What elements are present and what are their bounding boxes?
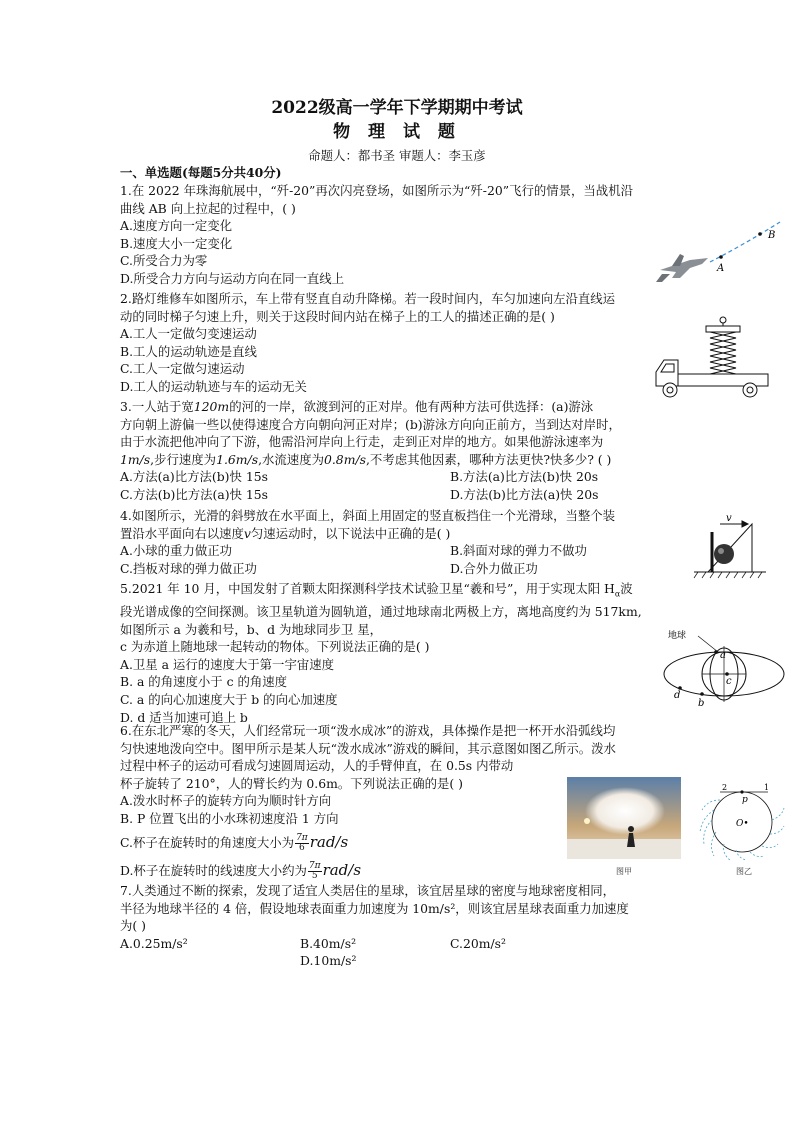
text-fragment: 置沿水平面向右以速度 <box>120 525 244 541</box>
question-text: 2.路灯维修车如图所示，车上带有竖直自动升降梯。若一段时间内，车匀加速向左沿直线运 <box>120 291 616 306</box>
exam-subtitle: 物 理 试 题 <box>333 122 461 142</box>
question-text: c 为赤道上随地球一起转动的物体。下列说法正确的是( ) <box>120 639 430 655</box>
question-text <box>120 525 615 543</box>
option-b: B.方法(a)比方法(b)快 20s <box>450 469 599 485</box>
text-fragment: ,水流速度为 <box>258 451 324 467</box>
option-a: A.0.25m/s² <box>120 935 188 951</box>
option-d: D.10m/s² <box>300 953 357 969</box>
exam-title: 2022级高一学年下学期期中考试 <box>271 98 523 118</box>
text-fragment: 3.一人站于宽 <box>120 399 194 414</box>
subscript-alpha: α <box>614 589 621 599</box>
satellite-orbit-figure <box>658 626 786 710</box>
jet-curve-figure <box>650 212 790 290</box>
option-a: A.速度方向一定变化 <box>120 218 233 234</box>
option-a: A.方法(a)比方法(b)快 15s <box>120 469 268 485</box>
splash-photo <box>567 777 681 859</box>
lift-truck-figure <box>654 314 770 402</box>
option-b: B. a 的角速度小于 c 的角速度 <box>120 674 288 690</box>
option-b: B.40m/s² <box>300 935 357 951</box>
question-text: 4.如图所示，光滑的斜劈放在水平面上，斜面上用固定的竖直板挡住一个光滑球，当整个装 <box>120 508 616 523</box>
option-b: B.工人的运动轨迹是直线 <box>120 343 257 359</box>
question-3 <box>120 398 621 503</box>
question-text: 曲线 AB 向上拉起的过程中，( ) <box>120 200 296 216</box>
math-velocity: v <box>243 525 251 541</box>
option-c: C.方法(b)比方法(a)快 15s <box>120 486 269 502</box>
question-5 <box>120 580 642 726</box>
fraction <box>295 834 309 853</box>
label-earth: 地球 <box>668 631 687 641</box>
label-c: c <box>726 676 732 687</box>
math-swim-speed: 1m/s <box>120 451 151 467</box>
section-title: 一、单选题(每题5分共40分) <box>120 165 282 180</box>
question-text: 方向朝上游偏一些以使得速度合方向朝向河正对岸；(b)游泳方向向正前方，当到达对岸时， <box>120 416 621 432</box>
figure-caption-jia: 图甲 <box>616 867 632 876</box>
fraction-numerator: 7π <box>296 832 308 843</box>
options-grid <box>120 542 615 577</box>
option-c: C.20m/s² <box>450 935 506 951</box>
figure-caption-yi: 图乙 <box>736 867 752 876</box>
text-fragment: ,步行速度为 <box>150 451 217 467</box>
question-text: 过程中杯子的运动可看成匀速圆周运动，人的手臂伸直，在 0.5s 内带动 <box>120 758 514 774</box>
question-text <box>120 580 642 603</box>
label-v: v <box>726 513 732 524</box>
option-d: D.方法(b)比方法(a)快 20s <box>450 486 599 502</box>
question-text: 由于水流把他冲向了下游，他需沿河岸向上行走，走到正对岸的地方。如果他游泳速率为 <box>120 434 604 450</box>
fraction-denominator: 5 <box>311 870 318 881</box>
options-grid <box>120 468 621 503</box>
option-d: D.工人的运动轨迹与车的运动无关 <box>120 378 307 394</box>
text-fragment: 波 <box>620 581 633 596</box>
option-b: B.斜面对球的弹力不做功 <box>450 543 587 559</box>
option-d: D.所受合力方向与运动方向在同一直线上 <box>120 270 345 286</box>
question-2 <box>120 290 615 396</box>
lift-platform <box>706 326 740 332</box>
option-c <box>120 828 616 856</box>
math-walk-speed: 1.6m/s <box>216 451 259 467</box>
question-text: 如图所示 a 为羲和号，b、d 为地球同步卫 星， <box>120 621 383 637</box>
option-d: D. d 适当加速可追上 b <box>120 709 248 725</box>
option-a: A.泼水时杯子的旋转方向为顺时针方向 <box>120 793 332 809</box>
text-fragment: D.杯子在旋转时的线速度大小约为 <box>120 862 307 878</box>
question-text <box>120 398 621 416</box>
unit: rad/s <box>309 832 349 851</box>
truck-wheel <box>663 383 677 397</box>
label-p: p <box>742 795 748 805</box>
label-a: A <box>717 263 725 274</box>
point-a <box>719 255 723 259</box>
option-a: A.小球的重力做正功 <box>120 543 233 559</box>
ice-splash <box>585 787 665 835</box>
text-fragment: 的河的一岸，欲渡到河的正对岸。他有两种方法可供选择：(a)游泳 <box>229 399 594 414</box>
truck-wheel <box>743 383 757 397</box>
option-b: B. P 位置飞出的小水珠初速度沿 1 方向 <box>120 810 339 826</box>
wedge-ball-figure <box>690 512 770 582</box>
unit: rad/s <box>322 860 362 879</box>
fraction-numerator: 7π <box>308 860 321 871</box>
question-text: 7.人类通过不断的探索，发现了适宜人类居住的星球，该宜居星球的密度与地球密度相同， <box>120 883 616 898</box>
option-a: A.工人一定做匀变速运动 <box>120 326 257 342</box>
text-fragment: ,不考虑其他因素，哪种方法更快?快多少? ( ) <box>365 451 612 467</box>
option-c: C.工人一定做匀速运动 <box>120 361 245 377</box>
options-grid <box>120 935 629 970</box>
question-text: 6.在东北严寒的冬天，人们经常玩一项“泼水成冰”的游戏，具体操作是把一杯开水沿弧线均 <box>120 723 616 738</box>
satellite-b <box>700 692 704 696</box>
question-text: 为( ) <box>120 918 146 934</box>
water-streaks <box>700 800 784 860</box>
option-d <box>120 856 616 884</box>
option-a: A.卫星 a 运行的速度大于第一宇宙速度 <box>120 656 335 672</box>
label-d: d <box>674 690 681 701</box>
math-water-speed: 0.8m/s <box>323 451 366 467</box>
jet-icon <box>656 254 708 282</box>
ball <box>714 544 734 564</box>
label-b: B <box>768 230 776 241</box>
fraction-denominator: 6 <box>299 842 305 853</box>
question-text: 1.在 2022 年珠海航展中，“歼-20”再次闪亮登场，如图所示为“歼-20”飞行的情景，当战机沿 <box>120 183 633 198</box>
question-text: 半径为地球半径的 4 倍，假设地球表面重力加速度为 10m/s²，则该宜居星球表面重力加速度 <box>120 900 629 916</box>
label-direction-2: 2 <box>722 783 728 792</box>
question-6 <box>120 722 616 884</box>
question-1 <box>120 182 633 288</box>
question-text: 匀快速地泼向空中。图甲所示是某人玩“泼水成冰”游戏的瞬间，其示意图如图乙所示。泼水 <box>120 740 616 756</box>
option-c: C.挡板对球的弹力做正功 <box>120 560 257 576</box>
option-d: D.合外力做正功 <box>450 560 538 576</box>
label-direction-1: 1 <box>764 783 770 792</box>
point-b <box>758 232 762 236</box>
option-c: C. a 的向心加速度大于 b 的向心加速度 <box>120 692 338 708</box>
label-center-o: O• <box>736 819 749 829</box>
point-p <box>740 790 743 793</box>
fraction <box>308 862 322 881</box>
question-text <box>120 451 621 469</box>
option-b: B.速度大小一定变化 <box>120 235 233 251</box>
worker-icon <box>720 317 726 323</box>
label-a: a <box>720 650 726 661</box>
question-text: 杯子旋转了 210°，人的臂长约为 0.6m。下列说法正确的是( ) <box>120 775 463 791</box>
question-text: 动的同时梯子匀速上升，则关于这段时间内站在梯子上的工人的描述正确的是( ) <box>120 308 555 324</box>
circular-motion-diagram <box>692 774 788 862</box>
exam-authors: 命题人：都书圣 审题人：李玉彦 <box>308 148 486 163</box>
scissor-lift <box>710 332 736 374</box>
question-4 <box>120 507 615 577</box>
text-fragment: 匀速运动时，以下说法中正确的是( ) <box>250 525 451 541</box>
math-width: 120m <box>193 399 230 414</box>
satellite-a <box>714 650 718 654</box>
text-fragment: 5.2021 年 10 月，中国发射了首颗太阳探测科学技术试验卫星“羲和号”，用于实现太阳 H <box>120 581 615 596</box>
option-c: C.所受合力为零 <box>120 253 208 269</box>
text-fragment: C.杯子在旋转时的角速度大小为 <box>120 834 295 850</box>
label-b: b <box>698 698 705 709</box>
question-text: 段光谱成像的空间探测。该卫星轨道为圆轨道，通过地球南北两极上方，离地高度约为 517km, <box>120 604 642 620</box>
question-7 <box>120 882 629 970</box>
